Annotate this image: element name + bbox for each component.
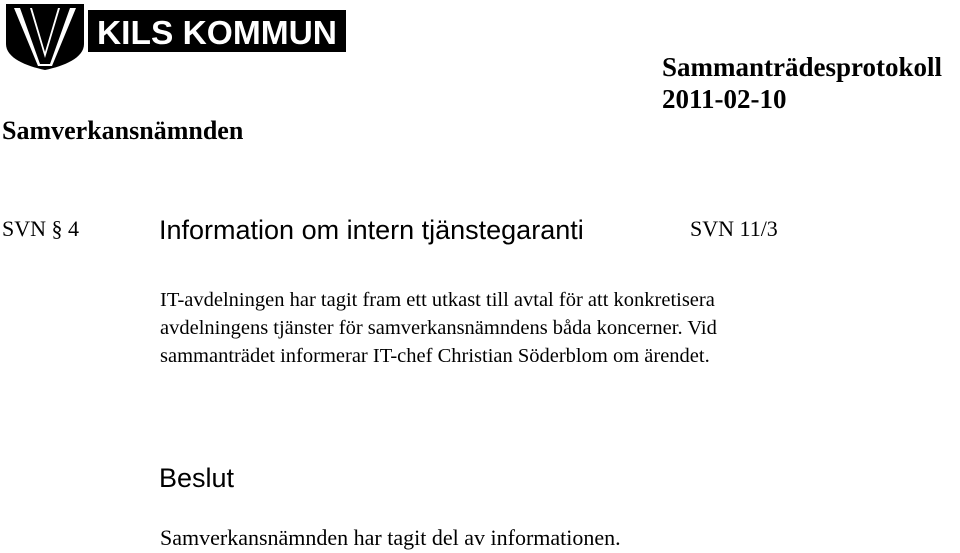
section-paragraph: [160, 286, 950, 370]
decision-heading: Beslut: [159, 463, 235, 493]
kils-kommun-logo: [4, 4, 346, 70]
paragraph-line: avdelningens tjänster för samverkansnämndens båda koncerner. Vid: [160, 317, 717, 339]
committee-name: Samverkansnämnden: [2, 116, 244, 145]
case-reference: SVN 11/3: [690, 216, 778, 241]
meeting-date: 2011-02-10: [662, 84, 787, 114]
paragraph-number: SVN § 4: [2, 216, 80, 241]
paragraph-line: sammanträdet informerar IT-chef Christian Söderblom om ärendet.: [160, 345, 710, 367]
document-type: Sammanträdesprotokoll: [662, 52, 943, 82]
decision-text: Samverkansnämnden har tagit del av informationen.: [160, 525, 621, 550]
logo-wordmark: KILS KOMMUN: [97, 14, 337, 51]
paragraph-line: IT-avdelningen har tagit fram ett utkast till avtal för att konkretisera: [160, 289, 715, 311]
section-title: Information om intern tjänstegaranti: [159, 215, 584, 245]
